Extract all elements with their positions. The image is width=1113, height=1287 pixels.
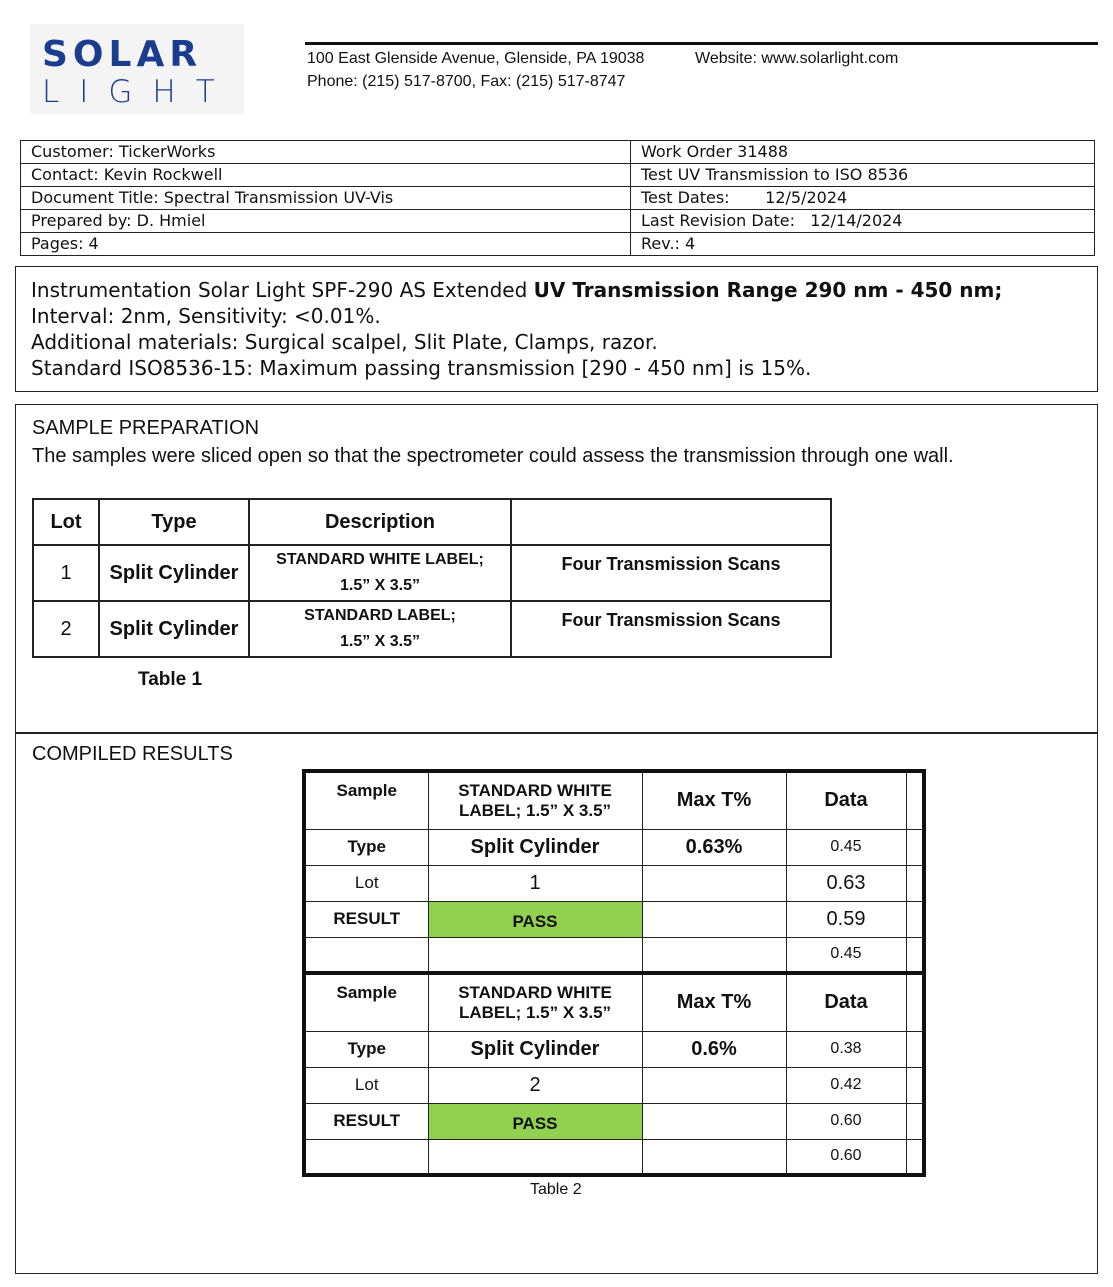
type-label: Type: [304, 1031, 428, 1067]
result-label: RESULT: [304, 1103, 428, 1139]
spacer-cell: [906, 901, 924, 937]
spacer-cell: [906, 1067, 924, 1103]
instrumentation-line: [31, 277, 1082, 303]
info-row: [21, 164, 1095, 187]
sample-desc-line: STANDARD WHITE: [458, 982, 612, 1002]
company-logo: [30, 24, 244, 114]
info-row: [21, 210, 1095, 233]
data-value: 0.59: [786, 901, 906, 937]
type-value: Split Cylinder: [428, 829, 642, 865]
empty-cell: [642, 937, 786, 973]
scans-cell: Four Transmission Scans: [511, 601, 831, 657]
table-row: [33, 601, 831, 657]
section-title: SAMPLE PREPARATION: [32, 417, 260, 439]
results-row: [304, 937, 924, 973]
sample-desc-size: LABEL; 1.5” X 3.5”: [458, 800, 612, 820]
spacer-cell: [906, 865, 924, 901]
lot-value: 2: [428, 1067, 642, 1103]
info-work-order: Work Order 31488: [631, 141, 1095, 164]
sample-description: [428, 973, 642, 1031]
results-table-1: [302, 769, 926, 975]
info-revision-date: Last Revision Date: 12/14/2024: [631, 210, 1095, 233]
info-pages: Pages: 4: [21, 233, 631, 256]
company-address: 100 East Glenside Avenue, Glenside, PA 19038: [307, 50, 645, 67]
table-header-row: [33, 499, 831, 545]
section-title: COMPILED RESULTS: [32, 743, 233, 765]
standard-line: Standard ISO8536-15: Maximum passing transmission [290 - 450 nm] is 15%.: [31, 356, 812, 380]
table-2-caption: Table 2: [530, 1181, 582, 1198]
empty-cell: [642, 901, 786, 937]
interval-line: Interval: 2nm, Sensitivity: <0.01%.: [31, 304, 381, 328]
description-line: STANDARD LABEL;: [304, 607, 456, 624]
results-row: [304, 901, 924, 937]
company-website: Website: www.solarlight.com: [695, 50, 899, 67]
materials-line: Additional materials: Surgical scalpel, Slit Plate, Clamps, razor.: [31, 330, 658, 354]
info-row: [21, 141, 1095, 164]
description-cell: [249, 545, 511, 601]
sample-desc-size: LABEL; 1.5” X 3.5”: [458, 1002, 612, 1022]
description-cell: [249, 601, 511, 657]
description-size: 1.5” X 3.5”: [339, 577, 421, 594]
compiled-results-section: [15, 732, 1098, 1274]
description-size: 1.5” X 3.5”: [339, 633, 421, 650]
max-t-label: Max T%: [642, 771, 786, 829]
table-1-caption: Table 1: [138, 669, 203, 690]
spacer-cell: [906, 973, 924, 1031]
type-label: Type: [304, 829, 428, 865]
results-row: [304, 829, 924, 865]
info-prepared-by: Prepared by: D. Hmiel: [21, 210, 631, 233]
data-value: 0.38: [786, 1031, 906, 1067]
info-rev: Rev.: 4: [631, 233, 1095, 256]
data-value: 0.60: [786, 1103, 906, 1139]
info-customer: Customer: TickerWorks: [21, 141, 631, 164]
sample-label: Sample: [304, 973, 428, 1031]
table-row: [33, 545, 831, 601]
transmission-range: UV Transmission Range 290 nm - 450 nm;: [533, 278, 1003, 302]
empty-cell: [428, 937, 642, 973]
max-t-value: 0.63%: [642, 829, 786, 865]
preparation-text: The samples were sliced open so that the spectrometer could assess the transmission through one wall.: [32, 445, 954, 467]
results-table-2: [302, 971, 926, 1177]
data-label: Data: [786, 771, 906, 829]
description-line: STANDARD WHITE LABEL;: [276, 551, 484, 568]
info-test: Test UV Transmission to ISO 8536: [631, 164, 1095, 187]
data-label: Data: [786, 973, 906, 1031]
results-row: [304, 1067, 924, 1103]
results-row: [304, 865, 924, 901]
header-lot: Lot: [33, 499, 99, 545]
lot-label: Lot: [304, 865, 428, 901]
sample-label: Sample: [304, 771, 428, 829]
info-test-dates: Test Dates: 12/5/2024: [631, 187, 1095, 210]
empty-cell: [304, 937, 428, 973]
empty-cell: [642, 1067, 786, 1103]
instrumentation-text: Instrumentation Solar Light SPF-290 AS Extended: [31, 278, 534, 302]
lot-cell: 2: [33, 601, 99, 657]
data-value: 0.42: [786, 1067, 906, 1103]
data-value: 0.60: [786, 1139, 906, 1175]
empty-cell: [304, 1139, 428, 1175]
results-header-row: [304, 973, 924, 1031]
header-type: Type: [99, 499, 249, 545]
sample-description: [428, 771, 642, 829]
info-row: [21, 187, 1095, 210]
empty-cell: [642, 1139, 786, 1175]
lot-label: Lot: [304, 1067, 428, 1103]
spacer-cell: [906, 1031, 924, 1067]
lot-table: [32, 498, 832, 658]
data-value: 0.45: [786, 937, 906, 973]
header-description: Description: [249, 499, 511, 545]
type-cell: Split Cylinder: [99, 601, 249, 657]
data-value: 0.45: [786, 829, 906, 865]
spacer-cell: [906, 1139, 924, 1175]
sample-preparation-section: [15, 404, 1098, 734]
results-row: [304, 1031, 924, 1067]
logo-solar-text: SOLAR: [42, 34, 203, 75]
lot-cell: 1: [33, 545, 99, 601]
empty-cell: [428, 1139, 642, 1175]
result-label: RESULT: [304, 901, 428, 937]
max-t-label: Max T%: [642, 973, 786, 1031]
pass-badge: PASS: [428, 1103, 642, 1139]
lot-value: 1: [428, 865, 642, 901]
type-cell: Split Cylinder: [99, 545, 249, 601]
instrumentation-box: [15, 266, 1098, 392]
spacer-cell: [906, 829, 924, 865]
info-document-title: Document Title: Spectral Transmission UV-Vis: [21, 187, 631, 210]
data-value: 0.63: [786, 865, 906, 901]
document-info-table: [20, 140, 1095, 256]
spacer-cell: [906, 771, 924, 829]
sample-desc-line: STANDARD WHITE: [458, 780, 612, 800]
company-phone: Phone: (215) 517-8700, Fax: (215) 517-8747: [307, 73, 626, 90]
header-blank: [511, 499, 831, 545]
results-row: [304, 1103, 924, 1139]
info-contact: Contact: Kevin Rockwell: [21, 164, 631, 187]
pass-badge: PASS: [428, 901, 642, 937]
empty-cell: [642, 865, 786, 901]
scans-cell: Four Transmission Scans: [511, 545, 831, 601]
info-row: [21, 233, 1095, 256]
spacer-cell: [906, 937, 924, 973]
header-divider: [305, 42, 1098, 45]
logo-light-text: LIGHT: [42, 74, 235, 110]
results-row: [304, 1139, 924, 1175]
empty-cell: [642, 1103, 786, 1139]
results-header-row: [304, 771, 924, 829]
max-t-value: 0.6%: [642, 1031, 786, 1067]
type-value: Split Cylinder: [428, 1031, 642, 1067]
spacer-cell: [906, 1103, 924, 1139]
